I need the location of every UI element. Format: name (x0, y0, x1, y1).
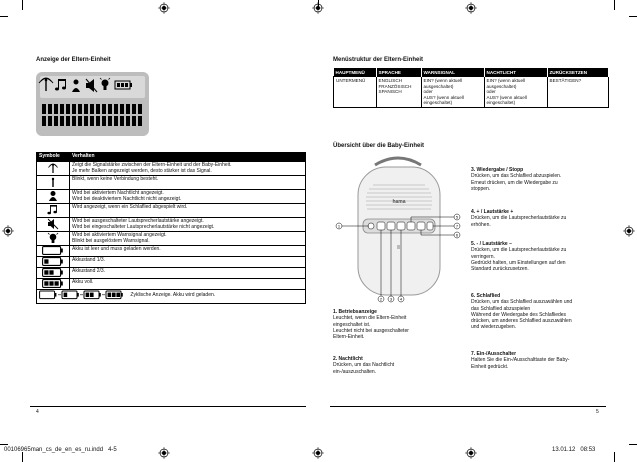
registration-mark-icon (312, 2, 324, 14)
item-text: Leuchtet nicht bei ausgeschalteter (333, 327, 409, 334)
menu-cell: eingeschaltet) (486, 100, 516, 106)
speaker-icon (47, 218, 59, 230)
item-title: 3. Wiedergabe / Stopp (471, 167, 524, 173)
right-footer-rule (330, 406, 606, 407)
baby-unit-illustration (333, 155, 463, 305)
callout-2: 2 (379, 296, 383, 302)
item-text: Drücken, um das Schlaflied auszuwählen und (471, 299, 573, 306)
item-text: Standard zurückzusetzen. (471, 266, 529, 273)
nightlight-icon (48, 190, 58, 202)
crop-mark (22, 0, 23, 10)
item-text: Leuchtet, wenn die Eltern-Einheit (333, 315, 407, 322)
row-text: Akku ist leer und muss geladen werden. (72, 246, 161, 252)
music-icon (47, 204, 59, 216)
table-row (37, 162, 306, 176)
row-text: Zeigt die Signalstärke zwischen der Eltern-Einheit und der Baby-Einheit. (72, 162, 232, 168)
item-text: Drücken, um die Lautsprecherlautstärke zu (471, 247, 567, 254)
item-title: 6. Schlaflied (471, 293, 501, 299)
row-text: Zyklische Anzeige. Akku wird geladen. (130, 292, 216, 299)
menu-cell: UNTERMENÜ (336, 78, 366, 83)
col-header-nachtlicht: NACHTLICHT (484, 68, 547, 77)
item-text: Gedrückt halten, um Einstellungen auf den (471, 259, 566, 266)
crop-mark (614, 452, 615, 462)
menu-cell: FRANZÖSISCH (378, 83, 412, 89)
item-text: Drücken, um das Schlaflied abzuspielen. (471, 173, 562, 180)
item-3 (471, 167, 561, 192)
item-6 (471, 293, 572, 331)
lullaby-button[interactable] (417, 222, 425, 230)
table-row (37, 232, 306, 246)
table-row (37, 268, 306, 279)
table-row (37, 290, 306, 304)
item-5 (471, 241, 566, 272)
brand-logo: hama (392, 199, 406, 205)
table-row (37, 204, 306, 218)
table-row (334, 77, 609, 108)
menu-cell: BESTÄTIGEN? (549, 78, 582, 83)
item-title: 2. Nachtlicht (333, 356, 363, 362)
no-signal-icon (48, 176, 58, 188)
item-text: und wiederzugeben. (471, 324, 517, 331)
row-text: Wird bei eingeschalteter Lautsprecherlautstärke nicht angezeigt. (72, 224, 215, 230)
item-title: 7. Ein-/Ausschalter (471, 351, 517, 357)
item-2 (333, 356, 394, 375)
registration-mark-icon (465, 447, 477, 459)
menu-cell: ENGLISCH (378, 78, 402, 83)
crop-mark (629, 16, 637, 17)
item-title: 5. - / Lautstärke – (471, 241, 512, 247)
table-row (37, 279, 306, 290)
item-text: verringern. (471, 253, 495, 260)
item-text: ein-/auszuschalten. (333, 368, 377, 375)
item-4 (471, 209, 566, 228)
callout-4: 4 (399, 296, 403, 302)
registration-mark-icon (312, 447, 324, 459)
power-button[interactable] (427, 222, 433, 230)
item-text: Einheit gedrückt. (471, 363, 509, 370)
handle (375, 158, 421, 165)
col-header-warnsignal: WARNSIGNAL (421, 68, 484, 77)
item-text: Drücken, um das Nachtlicht (333, 362, 395, 369)
left-heading: Anzeige der Eltern-Einheit (36, 57, 111, 63)
table-row (37, 176, 306, 190)
row-text: Wird bei aktiviertem Warnsignal angezeigt. (72, 232, 167, 238)
registration-mark-icon (2, 225, 14, 237)
col-header-verhalten: Verhalten (70, 153, 306, 162)
callout-3: 3 (389, 296, 393, 302)
callout-1: 1 (337, 223, 341, 229)
row-text: Akkustand 2/3. (72, 268, 106, 274)
table-row (37, 246, 306, 257)
menu-cell: eingeschaltet) (423, 100, 453, 106)
lcd-display-illustration (36, 72, 149, 136)
alarm-icon (47, 232, 59, 244)
col-header-zuruecksetzen: ZURÜCKSETZEN (547, 68, 609, 77)
slug-date: 13.01.12 08:53 (552, 447, 596, 453)
col-header-hauptmenue: HAUPTMENÜ (334, 68, 377, 77)
crop-mark (614, 0, 615, 10)
menu-cell: ausgeschaltet) (423, 83, 454, 89)
registration-mark-icon (623, 225, 635, 237)
menu-table (333, 68, 609, 108)
item-text: Halten Sie die Ein-/Ausschalttaste der Baby- (471, 357, 570, 364)
nightlight-button[interactable] (377, 222, 385, 230)
battery-third-icon (42, 257, 64, 266)
menu-cell: oder (486, 89, 496, 95)
item-text: Während der Wiedergabe des Schlafliedes (471, 311, 567, 318)
item-text: eingeschaltet ist. (333, 321, 371, 328)
registration-mark-icon (158, 2, 170, 14)
menu-cell: SPANISCH (378, 89, 402, 95)
table-row (37, 190, 306, 204)
battery-empty-icon (42, 246, 64, 255)
play-stop-button[interactable] (387, 222, 395, 230)
crop-mark (0, 444, 8, 445)
left-page-number: 4 (36, 409, 39, 415)
volume-up-button[interactable] (407, 222, 415, 230)
symbols-table (36, 152, 306, 304)
right-page-number: 5 (596, 409, 599, 415)
row-text: Wird bei deaktiviertem Nachtlicht nicht angezeigt. (72, 196, 182, 202)
item-text: das Schlaflied abzuspielen (471, 305, 531, 312)
col-header-sprache: SPRACHE (376, 68, 421, 77)
callout-7: 7 (455, 223, 459, 229)
table-row (37, 218, 306, 232)
row-text: Akkustand 1/3. (72, 257, 106, 263)
registration-mark-icon (465, 2, 477, 14)
battery-twothirds-icon (42, 268, 64, 277)
item-text: Erneut drücken, um die Wiedergabe zu (471, 179, 558, 186)
item-text: stoppen. (471, 185, 491, 192)
row-text: Wird angezeigt, wenn ein Schlaflied abgespielt wird. (72, 204, 188, 210)
menu-heading: Menüstruktur der Eltern-Einheit (333, 57, 424, 63)
volume-down-button[interactable] (397, 222, 405, 230)
row-text: Blinkt, wenn keine Verbindung besteht. (72, 176, 159, 182)
crop-mark (22, 452, 23, 462)
item-title: 4. + / Lautstärke + (471, 209, 514, 215)
slug-file: 00106965man_cs_de_en_es_ru.indd 4-5 (4, 447, 117, 453)
table-row (37, 257, 306, 268)
row-text: Je mehr Balken angezeigt werden, desto stärker ist das Signal. (72, 168, 212, 174)
item-title: 1. Betriebsanzeige (333, 309, 377, 315)
menu-cell: AUS? (wenn aktuell (423, 94, 464, 100)
overview-heading: Übersicht über die Baby-Einheit (333, 143, 425, 149)
menu-cell: ausgeschaltet) (486, 83, 517, 89)
menu-cell: EIN? (wenn aktuell (423, 78, 463, 83)
signal-icon (48, 162, 58, 174)
item-7 (471, 351, 569, 370)
col-header-symbole: Symbole (37, 153, 70, 162)
registration-mark-icon (158, 447, 170, 459)
menu-cell: EIN? (wenn aktuell (486, 78, 526, 83)
item-text: Drücken, um die Lautsprecherlautstärke zu (471, 215, 567, 222)
callout-5: 5 (455, 214, 459, 220)
row-text: Blinkt bei ausgelöstem Warnsignal. (72, 238, 150, 244)
row-text: Wird bei ausgeschalteter Lautsprecherlautstärke angezeigt. (72, 218, 204, 224)
left-footer-rule (30, 406, 306, 407)
item-text: erhöhen. (471, 221, 491, 228)
item-text: drücken, um anderes Schlaflied auszuwählen (471, 318, 572, 325)
battery-full-icon (42, 279, 64, 288)
item-text: Eltern-Einheit. (333, 334, 365, 341)
crop-mark (629, 444, 637, 445)
battery-cycle-icon (39, 290, 127, 300)
row-text: Wird bei aktiviertem Nachtlicht angezeigt. (72, 190, 164, 196)
microphone-icon (397, 245, 400, 249)
crop-mark (0, 16, 8, 17)
callout-6: 6 (455, 232, 459, 238)
item-1 (333, 309, 409, 340)
menu-cell: oder (423, 89, 433, 95)
row-text: Akku voll. (72, 279, 94, 285)
menu-cell: AUS? (wenn aktuell (486, 94, 527, 100)
